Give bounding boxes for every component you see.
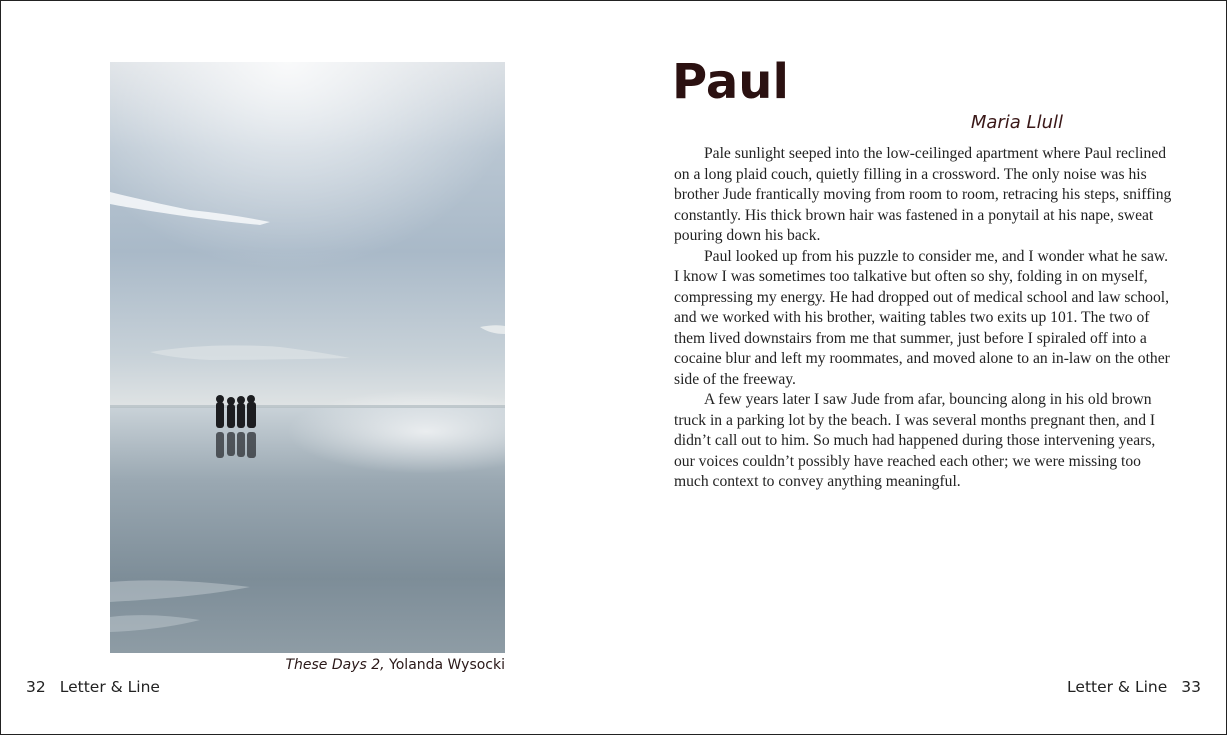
article-paragraph: Paul looked up from his puzzle to consider me, and I wonder what he saw. I know I was sometimes too talkative but often so shy, folding in on myself, compressing my energy. He had dropped out of medical school and law school, and we worked with his brother, waiting tables two exits up 101. The two of them lived downstairs from me that summer, just before I spiraled off into a cocaine blur and left my roommates, and moved alone to an in-law on the other side of the freeway. — [674, 247, 1170, 388]
left-footer — [26, 678, 160, 696]
beach-photo — [110, 62, 505, 653]
right-footer — [1067, 678, 1201, 696]
caption-title: These Days 2, — [285, 657, 385, 673]
right-page-number: 33 — [1181, 678, 1201, 696]
article-title: Paul — [672, 54, 789, 110]
photo-caption — [285, 657, 505, 673]
left-page-number: 32 — [26, 678, 46, 696]
article-paragraph: Pale sunlight seeped into the low-ceilinged apartment where Paul reclined on a long plaid couch, quietly filling in a crossword. The only noise was his brother Jude frantically moving from room to room, retracing his steps, sniffing constantly. His thick brown hair was fastened in a ponytail at his nape, sweat pouring down his back. — [674, 145, 1172, 244]
article-author: Maria Llull — [970, 112, 1063, 133]
right-publication-name: Letter & Line — [1067, 678, 1168, 696]
caption-artist: Yolanda Wysocki — [384, 657, 505, 673]
article-paragraph: A few years later I saw Jude from afar, bouncing along in his old brown truck in a parking lot by the beach. I was several months pregnant then, and I didn’t call out to him. So much had happened during those intervening years, our voices couldn’t possibly have reached each other; we were missing too much context to convey anything meaningful. — [674, 391, 1156, 490]
beach-photo-image — [110, 62, 505, 653]
left-publication-name: Letter & Line — [59, 678, 160, 696]
article-body — [674, 144, 1172, 493]
